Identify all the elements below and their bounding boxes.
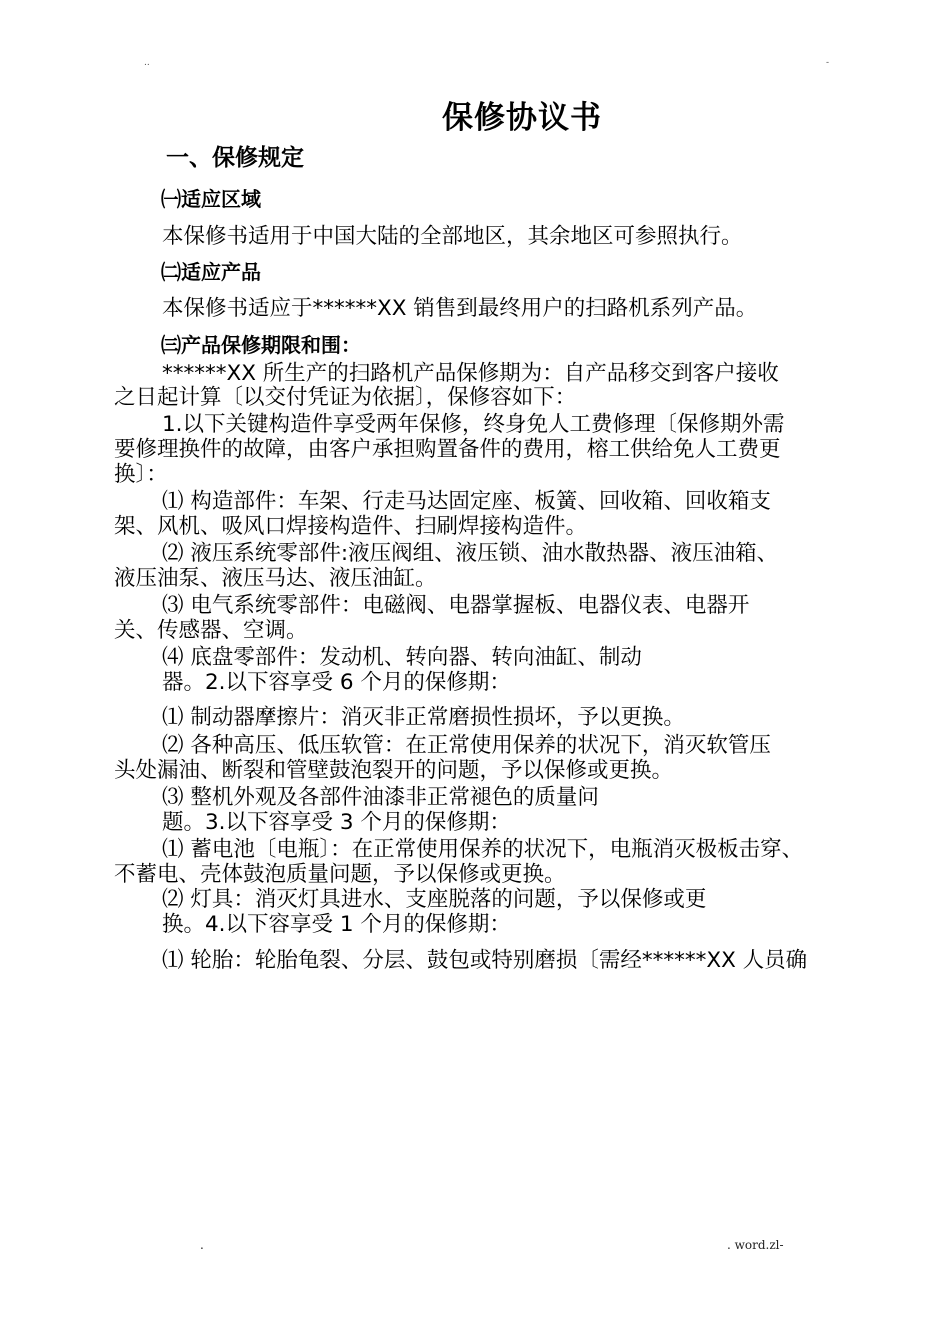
- item-lamps-line: ⑵ 灯具：消灭灯具进水、支座脱落的问题，予以保修或更: [162, 887, 707, 912]
- clause-1-line: 换〕：: [114, 462, 168, 487]
- item-chassis-line: ⑷ 底盘零部件：发动机、转向器、转向油缸、制动: [162, 645, 642, 670]
- item-electrical-line: 关、传感器、空调。: [114, 618, 308, 643]
- footer-right-text: . word.zl-: [727, 1238, 784, 1252]
- clause-3-line: 题。3.以下容享受 3 个月的保修期：: [162, 810, 511, 835]
- clause-4-line: 换。4.以下容享受 1 个月的保修期：: [162, 912, 511, 937]
- subsection-heading-product: ㈡适应产品: [161, 260, 261, 284]
- header-left-mark: ..: [144, 58, 150, 68]
- section-heading: 一、保修规定: [166, 145, 304, 171]
- item-electrical-line: ⑶ 电气系统零部件：电磁阀、电器掌握板、电器仪表、电器开: [162, 593, 750, 618]
- item-hydraulic-line: ⑵ 液压系统零部件:液压阀组、液压锁、油水散热器、液压油箱、: [162, 541, 779, 566]
- clause-1-line: 要修理换件的故障，由客户承担购置备件的费用，榕工供给免人工费更: [114, 437, 781, 462]
- clause-1-line: 1.以下关键构造件享受两年保修，终身免人工费修理〔保修期外需: [162, 412, 785, 437]
- product-text: 本保修书适应于******XX 销售到最终用户的扫路机系列产品。: [162, 296, 758, 321]
- item-structure-line: ⑴ 构造部件：车架、行走马达固定座、板簧、回收箱、回收箱支: [162, 489, 771, 514]
- clause-2-line: 器。2.以下容享受 6 个月的保修期：: [162, 670, 511, 695]
- item-paint-line: ⑶ 整机外观及各部件油漆非正常褪色的质量问: [162, 785, 599, 810]
- item-battery-line: ⑴ 蓄电池〔电瓶〕：在正常使用保养的状况下，电瓶消灭极板击穿、: [162, 837, 804, 862]
- item-battery-line: 不蓄电、壳体鼓泡质量问题，予以保修或更换。: [114, 862, 566, 887]
- subsection-heading-region: ㈠适应区域: [161, 187, 261, 211]
- item-hydraulic-line: 液压油泵、液压马达、液压油缸。: [114, 566, 437, 591]
- warranty-intro-line: ******XX 所生产的扫路机产品保修期为：自产品移交到客户接收: [162, 361, 779, 386]
- footer-left-mark: .: [200, 1238, 204, 1252]
- header-right-mark: -: [826, 58, 830, 68]
- document-title: 保修协议书: [442, 100, 602, 136]
- item-structure-line: 架、风机、吸风口焊接构造件、扫刷焊接构造件。: [114, 514, 588, 539]
- subsection-heading-warranty: ㈢产品保修期限和围：: [161, 333, 361, 357]
- item-tires: ⑴ 轮胎：轮胎龟裂、分层、鼓包或特别磨损〔需经******XX 人员确: [162, 948, 808, 973]
- warranty-intro-line: 之日起计算〔以交付凭证为依据〕，保修容如下：: [114, 385, 577, 410]
- item-brake-pad: ⑴ 制动器摩擦片：消灭非正常磨损性损坏，予以更换。: [162, 705, 685, 730]
- item-hoses-line: 头处漏油、断裂和管壁鼓泡裂开的问题，予以保修或更换。: [114, 758, 674, 783]
- item-hoses-line: ⑵ 各种高压、低压软管：在正常使用保养的状况下，消灭软管压: [162, 733, 771, 758]
- region-text: 本保修书适用于中国大陆的全部地区，其余地区可参照执行。: [162, 224, 743, 249]
